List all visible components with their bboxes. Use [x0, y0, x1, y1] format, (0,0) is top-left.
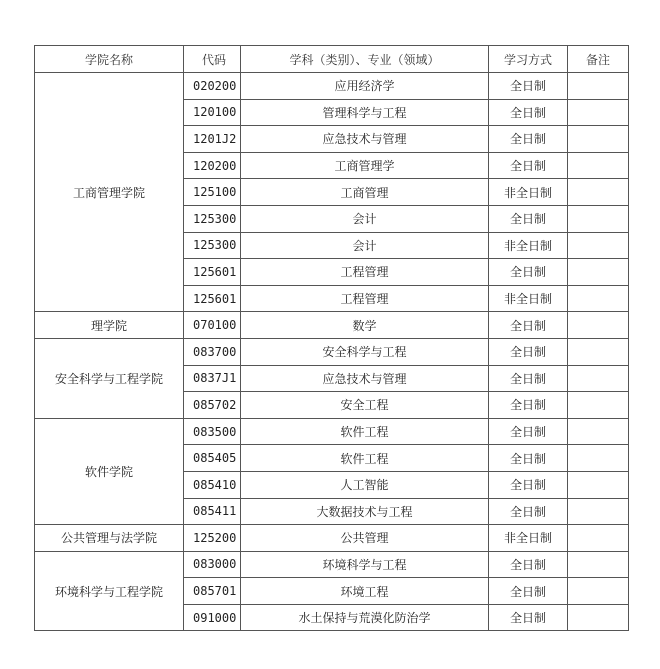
table-row [35, 338, 629, 365]
code-cell: 020200 [184, 73, 241, 100]
mode-cell: 全日制 [489, 152, 568, 179]
code-cell: 091000 [184, 604, 241, 631]
code-cell: 085411 [184, 498, 241, 525]
mode-cell: 全日制 [489, 418, 568, 445]
major-cell: 人工智能 [241, 471, 489, 498]
note-cell [568, 525, 629, 552]
note-cell [568, 578, 629, 605]
table-body [35, 73, 629, 631]
note-cell [568, 551, 629, 578]
code-cell: 125200 [184, 525, 241, 552]
major-cell: 公共管理 [241, 525, 489, 552]
code-cell: 070100 [184, 312, 241, 339]
code-cell: 125100 [184, 179, 241, 206]
major-cell: 会计 [241, 232, 489, 259]
major-cell: 工程管理 [241, 285, 489, 312]
major-cell: 数学 [241, 312, 489, 339]
major-cell: 应急技术与管理 [241, 126, 489, 153]
header-major: 学科（类别）、专业（领域） [241, 46, 489, 73]
mode-cell: 全日制 [489, 205, 568, 232]
major-cell: 会计 [241, 205, 489, 232]
code-cell: 085701 [184, 578, 241, 605]
code-cell: 125300 [184, 232, 241, 259]
college-cell: 安全科学与工程学院 [35, 338, 184, 418]
note-cell [568, 392, 629, 419]
table-row [35, 551, 629, 578]
mode-cell: 全日制 [489, 99, 568, 126]
code-cell: 083700 [184, 338, 241, 365]
code-cell: 125601 [184, 259, 241, 286]
note-cell [568, 604, 629, 631]
major-cell: 管理科学与工程 [241, 99, 489, 126]
mode-cell: 非全日制 [489, 285, 568, 312]
note-cell [568, 365, 629, 392]
table-header-row [35, 46, 629, 73]
code-cell: 083500 [184, 418, 241, 445]
note-cell [568, 99, 629, 126]
major-cell: 环境工程 [241, 578, 489, 605]
note-cell [568, 285, 629, 312]
mode-cell: 非全日制 [489, 179, 568, 206]
code-cell: 125300 [184, 205, 241, 232]
major-cell: 工程管理 [241, 259, 489, 286]
mode-cell: 全日制 [489, 578, 568, 605]
code-cell: 125601 [184, 285, 241, 312]
mode-cell: 全日制 [489, 312, 568, 339]
table-row [35, 73, 629, 100]
note-cell [568, 73, 629, 100]
note-cell [568, 445, 629, 472]
mode-cell: 全日制 [489, 338, 568, 365]
major-cell: 水土保持与荒漠化防治学 [241, 604, 489, 631]
table-row [35, 525, 629, 552]
code-cell: 085702 [184, 392, 241, 419]
major-cell: 应急技术与管理 [241, 365, 489, 392]
mode-cell: 全日制 [489, 551, 568, 578]
code-cell: 083000 [184, 551, 241, 578]
header-code: 代码 [184, 46, 241, 73]
mode-cell: 非全日制 [489, 232, 568, 259]
mode-cell: 非全日制 [489, 525, 568, 552]
mode-cell: 全日制 [489, 365, 568, 392]
mode-cell: 全日制 [489, 471, 568, 498]
code-cell: 085405 [184, 445, 241, 472]
note-cell [568, 338, 629, 365]
college-cell: 公共管理与法学院 [35, 525, 184, 552]
major-cell: 软件工程 [241, 418, 489, 445]
note-cell [568, 152, 629, 179]
major-cell: 安全工程 [241, 392, 489, 419]
college-cell: 软件学院 [35, 418, 184, 524]
mode-cell: 全日制 [489, 445, 568, 472]
mode-cell: 全日制 [489, 498, 568, 525]
major-cell: 工商管理 [241, 179, 489, 206]
note-cell [568, 498, 629, 525]
note-cell [568, 232, 629, 259]
header-mode: 学习方式 [489, 46, 568, 73]
mode-cell: 全日制 [489, 73, 568, 100]
mode-cell: 全日制 [489, 392, 568, 419]
code-cell: 120100 [184, 99, 241, 126]
college-cell: 理学院 [35, 312, 184, 339]
major-cell: 软件工程 [241, 445, 489, 472]
header-college: 学院名称 [35, 46, 184, 73]
table-row [35, 312, 629, 339]
major-cell: 大数据技术与工程 [241, 498, 489, 525]
code-cell: 1201J2 [184, 126, 241, 153]
major-cell: 应用经济学 [241, 73, 489, 100]
program-table [34, 45, 629, 631]
college-cell: 工商管理学院 [35, 73, 184, 312]
mode-cell: 全日制 [489, 126, 568, 153]
mode-cell: 全日制 [489, 259, 568, 286]
table-row [35, 418, 629, 445]
note-cell [568, 179, 629, 206]
code-cell: 120200 [184, 152, 241, 179]
note-cell [568, 205, 629, 232]
code-cell: 085410 [184, 471, 241, 498]
note-cell [568, 259, 629, 286]
mode-cell: 全日制 [489, 604, 568, 631]
major-cell: 安全科学与工程 [241, 338, 489, 365]
major-cell: 工商管理学 [241, 152, 489, 179]
code-cell: 0837J1 [184, 365, 241, 392]
college-cell: 环境科学与工程学院 [35, 551, 184, 631]
note-cell [568, 126, 629, 153]
major-cell: 环境科学与工程 [241, 551, 489, 578]
note-cell [568, 418, 629, 445]
header-note: 备注 [568, 46, 629, 73]
note-cell [568, 471, 629, 498]
note-cell [568, 312, 629, 339]
